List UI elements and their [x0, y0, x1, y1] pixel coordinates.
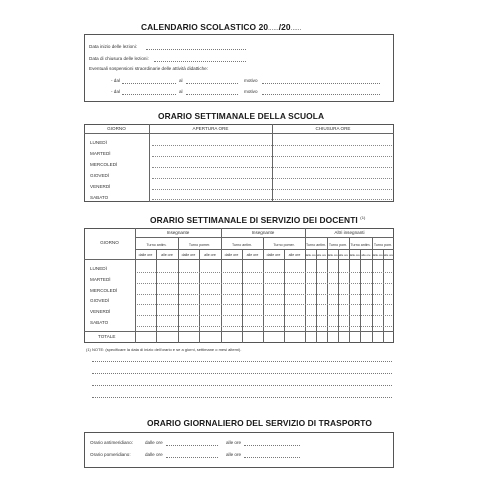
teachers-total-line — [84, 331, 394, 332]
o4-turno: Turno pom. — [373, 243, 393, 247]
teachers-day-5: VENERDÌ — [90, 309, 111, 314]
teachers-row-line-6[interactable] — [137, 326, 392, 327]
suspension-from-label-2: - dal — [111, 89, 120, 94]
note-line-3[interactable] — [92, 385, 392, 386]
transport-morning-to-field[interactable] — [244, 445, 300, 446]
weekly-header-divider — [84, 133, 394, 134]
t2-pom-divider — [284, 249, 285, 343]
teachers-day-2: MARTEDÌ — [90, 277, 111, 282]
teachers-day-6: SABATO — [90, 320, 109, 325]
weekly-day-1: LUNEDÌ — [90, 140, 107, 145]
suspension-from-field-2[interactable] — [122, 94, 176, 95]
note-line-1[interactable] — [92, 361, 392, 362]
weekly-row-line-2[interactable] — [152, 156, 392, 157]
teachers-row-line-2[interactable] — [137, 283, 392, 284]
suspension-reason-label-2: motivo — [244, 89, 258, 94]
weekly-header-day: GIORNO — [107, 126, 126, 131]
t1-pom-alle: alle ore — [204, 253, 216, 257]
o3-turno: Turno antim. — [350, 243, 371, 247]
weekly-day-6: SABATO — [90, 195, 109, 200]
o3-alle: alle ore — [361, 253, 371, 257]
end-date-field[interactable] — [154, 61, 246, 62]
o4-alle: alle ore — [383, 253, 394, 257]
suspension-reason-label-1: motivo — [244, 78, 258, 83]
o1-alle: alle ore — [316, 253, 327, 257]
transport-morning-from-field[interactable] — [166, 445, 218, 446]
suspension-from-label-1: - dal — [111, 78, 120, 83]
suspension-to-field-1[interactable] — [186, 83, 238, 84]
transport-morning-label: Orario antimeridiano: — [90, 440, 133, 445]
teachers-row-line-4[interactable] — [137, 304, 392, 305]
weekly-row-line-1[interactable] — [152, 145, 392, 146]
o3-dalle: dalle ore — [349, 253, 360, 257]
weekly-col-divider-2 — [272, 124, 273, 202]
transport-afternoon-to-label: alle ore — [226, 452, 242, 457]
weekly-day-5: VENERDÌ — [90, 184, 111, 189]
transport-afternoon-from-field[interactable] — [166, 457, 218, 458]
o-sub-divider-4 — [383, 249, 384, 343]
t2-turno-pom: Turno pomer. — [273, 243, 295, 247]
t2-ant-divider — [242, 249, 243, 343]
o2-turno: Turno pom. — [328, 243, 348, 247]
weekly-header-open: APERTURA ORE — [192, 126, 229, 131]
weekly-row-line-5[interactable] — [152, 189, 392, 190]
teachers-day-1: LUNEDÌ — [90, 266, 107, 271]
teachers-header-t2: Insegnante — [251, 230, 275, 235]
teachers-day-4: GIOVEDÌ — [90, 298, 110, 303]
t1-turno-ant: Turno antim. — [146, 243, 167, 247]
weekly-table — [84, 124, 394, 202]
note-line-4[interactable] — [92, 397, 392, 398]
weekly-day-4: GIOVEDÌ — [90, 173, 110, 178]
suspension-to-label-1: al — [179, 78, 183, 83]
weekly-header-close: CHIUSURA ORE — [315, 126, 351, 131]
suspension-to-label-2: al — [179, 89, 183, 94]
weekly-day-2: MARTEDÌ — [90, 151, 111, 156]
t2-pom-dalle: dalle ore — [266, 253, 281, 257]
weekly-row-line-3[interactable] — [152, 167, 392, 168]
note-line-2[interactable] — [92, 373, 392, 374]
teachers-row-line-1[interactable] — [137, 272, 392, 273]
o4-dalle: dalle ore — [372, 253, 383, 257]
transport-morning-to-label: alle ore — [226, 440, 242, 445]
teachers-header-line-2 — [135, 249, 394, 250]
teachers-day-3: MERCOLEDÌ — [90, 288, 118, 293]
teachers-total: TOTALE — [98, 334, 116, 339]
teachers-note: (1) NOTE: (specificare la data di inizio dell'orario e se a giorni, settimane o mesi alterni). — [86, 347, 242, 352]
t2-turno-ant: Turno antim. — [231, 243, 253, 247]
teachers-header-others: Altri insegnanti — [334, 230, 365, 235]
suspension-reason-field-2[interactable] — [262, 94, 380, 95]
start-date-label: Data inizio delle lezioni: — [89, 44, 138, 49]
transport-box — [84, 432, 394, 468]
t1-pom-divider — [199, 249, 200, 343]
weekly-row-line-6[interactable] — [152, 199, 392, 200]
suspension-from-field-1[interactable] — [122, 83, 176, 84]
transport-afternoon-to-field[interactable] — [244, 457, 300, 458]
o2-alle: alle ore — [338, 253, 349, 257]
weekly-title: ORARIO SETTIMANALE DELLA SCUOLA — [158, 111, 325, 121]
teachers-title: ORARIO SETTIMANALE DI SERVIZIO DEI DOCENTI $^{(1)}$ — [150, 215, 366, 225]
t1-ant-alle: alle ore — [161, 253, 173, 257]
teachers-row-line-3[interactable] — [137, 294, 392, 295]
transport-title: ORARIO GIORNALIERO DEL SERVIZIO DI TRASPORTO — [147, 418, 372, 428]
o-sub-divider-3 — [360, 249, 361, 343]
transport-afternoon-from-label: dalle ore — [145, 452, 163, 457]
teachers-header-t1: Insegnante — [166, 230, 190, 235]
teachers-header-line-1 — [135, 237, 394, 238]
calendar-title: CALENDARIO SCOLASTICO 20....../20...... — [141, 22, 302, 32]
teachers-header-line-3 — [84, 259, 394, 260]
teachers-row-line-5[interactable] — [137, 315, 392, 316]
o2-dalle: dalle ore — [327, 253, 338, 257]
transport-morning-from-label: dalle ore — [145, 440, 163, 445]
weekly-col-divider-1 — [149, 124, 150, 202]
t2-ant-alle: alle ore — [246, 253, 259, 257]
suspension-to-field-2[interactable] — [186, 94, 238, 95]
o-sub-divider-2 — [338, 249, 339, 343]
start-date-field[interactable] — [146, 49, 246, 50]
weekly-row-line-4[interactable] — [152, 178, 392, 179]
o-sub-divider-1 — [316, 249, 317, 343]
o1-turno: Turno antim. — [305, 243, 327, 247]
t1-ant-dalle: dalle ore — [138, 253, 153, 257]
t1-pom-dalle: dalle ore — [181, 253, 196, 257]
t1-turno-pom: Turno pomer. — [188, 243, 211, 247]
suspension-reason-field-1[interactable] — [262, 83, 380, 84]
teachers-header-day: GIORNO — [100, 240, 119, 245]
transport-afternoon-label: Orario pomeridiano: — [90, 452, 131, 457]
end-date-label: Data di chiusura delle lezioni: — [89, 56, 149, 61]
weekly-day-3: MERCOLEDÌ — [90, 162, 118, 167]
t2-ant-dalle: dalle ore — [224, 253, 239, 257]
t2-pom-alle: alle ore — [288, 253, 301, 257]
o1-dalle: dalle ore — [305, 253, 316, 257]
suspension-label: Eventuali sospensioni straordinarie delle attività didattiche: — [89, 66, 208, 71]
t1-ant-divider — [156, 249, 157, 343]
